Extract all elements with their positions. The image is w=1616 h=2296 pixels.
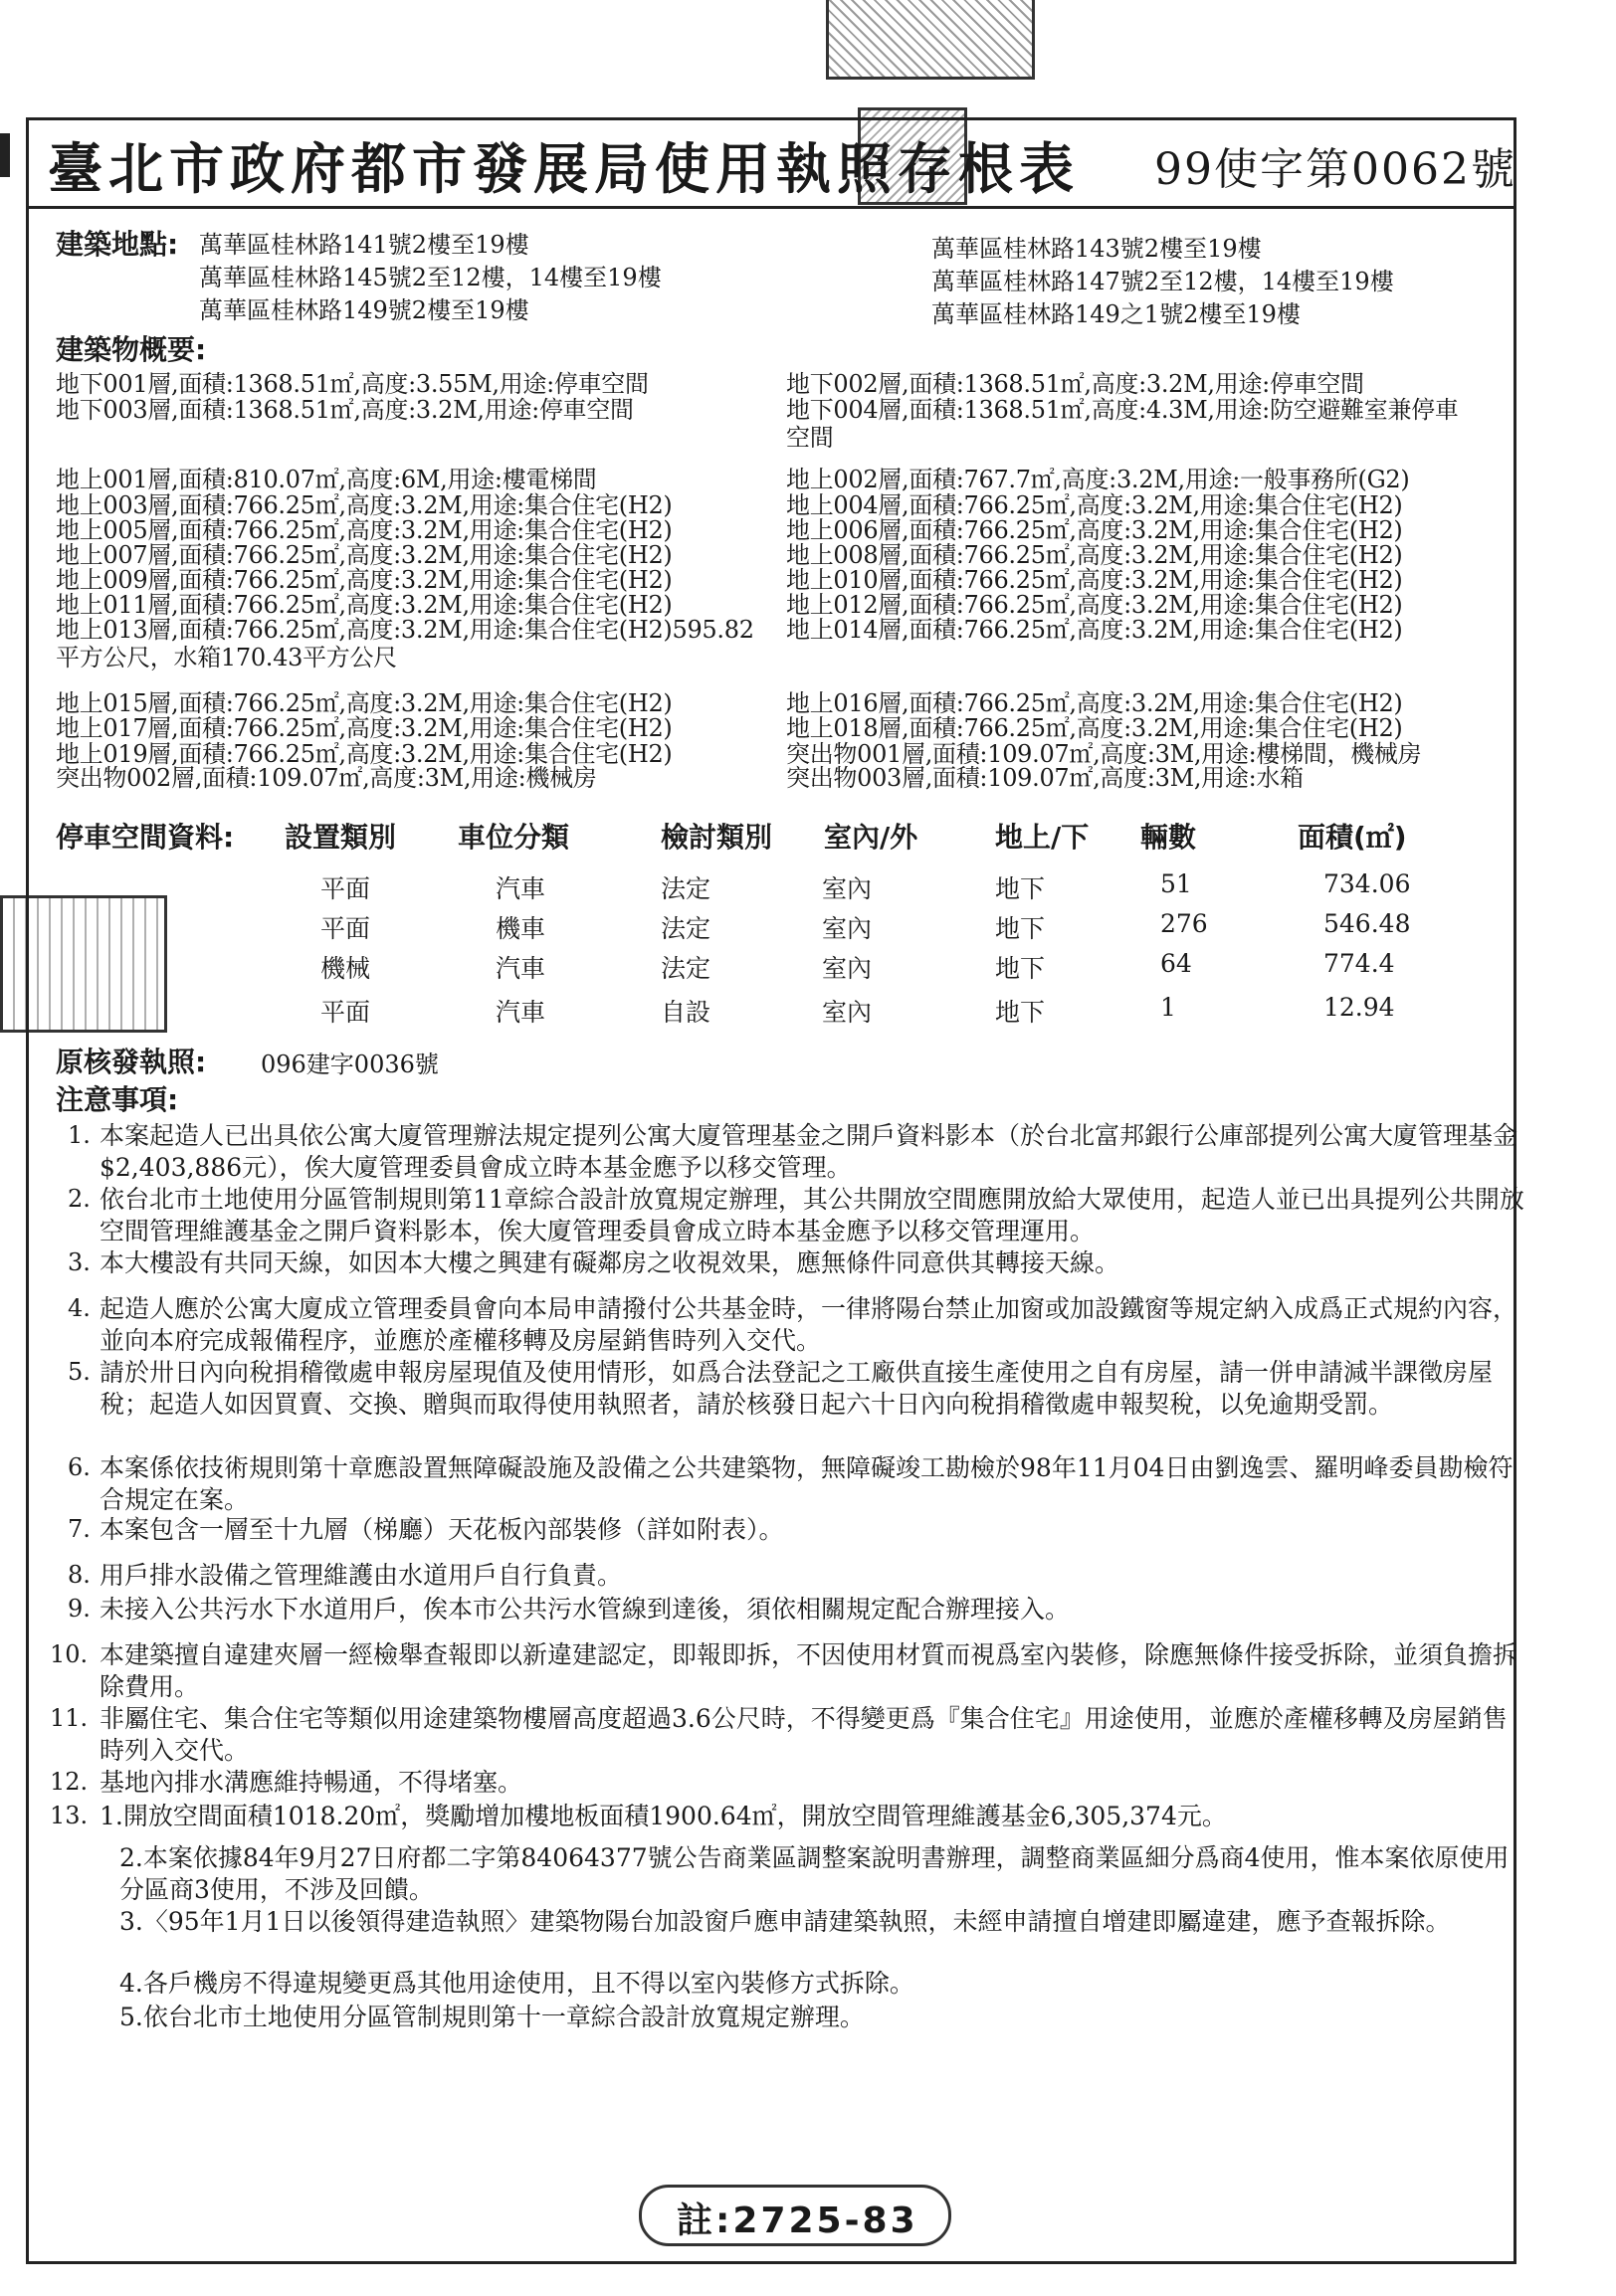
parking-cell: 汽車 — [496, 998, 546, 1027]
parking-cell: 774.4 — [1323, 949, 1395, 978]
address-line: 萬華區桂林路141號2樓至19樓 — [199, 231, 529, 259]
parking-cell: 地下 — [995, 954, 1046, 983]
floor-spec-right: 地下002層,面積:1368.51㎡,高度:3.2M,用途:停車空間 — [786, 370, 1364, 398]
floor-spec-left: 地上019層,面積:766.25㎡,高度:3.2M,用途:集合住宅(H2) — [56, 740, 673, 768]
floor-spec-left: 地上013層,面積:766.25㎡,高度:3.2M,用途:集合住宅(H2)595.82 — [56, 616, 754, 644]
parking-cell: 12.94 — [1323, 993, 1395, 1022]
parking-cell: 平面 — [320, 998, 371, 1027]
note-text: 起造人應於公寓大廈成立管理委員會向本局申請撥付公共基金時，一律將陽台禁止加窗或加設鐵窗等規定納入成爲正式規約內容，並向本府完成報備程序，並應於產權移轉及房屋銷售時列入交代。 — [100, 1294, 1518, 1355]
floor-spec-right: 地上012層,面積:766.25㎡,高度:3.2M,用途:集合住宅(H2) — [786, 591, 1403, 619]
note-text: 非屬住宅、集合住宅等類似用途建築物樓層高度超過3.6公尺時，不得變更爲『集合住宅』用途使用，並應於產權移轉及房屋銷售時列入交代。 — [100, 1704, 1508, 1765]
note-number: 13. — [50, 1802, 89, 1829]
note-number: 9. — [68, 1595, 91, 1623]
floor-spec-right: 地上018層,面積:766.25㎡,高度:3.2M,用途:集合住宅(H2) — [786, 714, 1403, 742]
note-text: 用戶排水設備之管理維護由水道用戶自行負責。 — [100, 1561, 623, 1590]
note-subitem: 5.依台北市土地使用分區管制規則第十一章綜合設計放寬規定辦理。 — [119, 2003, 865, 2031]
floor-spec-left: 地上007層,面積:766.25㎡,高度:3.2M,用途:集合住宅(H2) — [56, 541, 673, 569]
floor-spec-left: 地下003層,面積:1368.51㎡,高度:3.2M,用途:停車空間 — [56, 396, 634, 424]
parking-cell: 平面 — [320, 914, 371, 943]
floor-spec-right: 地上004層,面積:766.25㎡,高度:3.2M,用途:集合住宅(H2) — [786, 491, 1403, 519]
address-line: 萬華區桂林路147號2至12樓，14樓至19樓 — [931, 268, 1394, 295]
parking-cell: 室內 — [822, 874, 873, 903]
floor-spec-left: 地上009層,面積:766.25㎡,高度:3.2M,用途:集合住宅(H2) — [56, 566, 673, 594]
parking-cell: 平面 — [320, 874, 371, 903]
floor-spec-right: 地上006層,面積:766.25㎡,高度:3.2M,用途:集合住宅(H2) — [786, 516, 1403, 544]
parking-cell: 法定 — [661, 954, 711, 983]
parking-cell: 地下 — [995, 874, 1046, 903]
note-text: 本案起造人已出具依公寓大廈管理辦法規定提列公寓大廈管理基金之開戶資料影本（於台北富邦銀行公庫部提列公寓大廈管理基金$2,403,886元），俟大廈管理委員會成立時本基金應予以移交管理。 — [100, 1121, 1518, 1182]
parking-header-0: 設置類別 — [285, 821, 397, 854]
note-text: 未接入公共污水下水道用戶，俟本市公共污水管線到達後，須依相關規定配合辦理接入。 — [100, 1595, 1071, 1624]
address-line: 萬華區桂林路143號2樓至19樓 — [931, 235, 1262, 263]
parking-header-6: 面積(㎡) — [1298, 821, 1407, 854]
original-permit-value: 096建字0036號 — [261, 1051, 439, 1078]
parking-header-4: 地上/下 — [995, 821, 1090, 854]
scan-edge-mark — [0, 133, 10, 177]
note-number: 2. — [68, 1185, 91, 1213]
note-subitem: 3.〈95年1月1日以後領得建造執照〉建築物陽台加設窗戶應申請建築執照，未經申請擅自增建即屬違建，應予查報拆除。 — [119, 1907, 1451, 1936]
parking-header-5: 輛數 — [1140, 821, 1197, 854]
parking-cell: 法定 — [661, 914, 711, 943]
parking-header-3: 室內/外 — [824, 821, 918, 854]
note-text: 本案包含一層至十九層（梯廳）天花板內部裝修（詳如附表）。 — [100, 1515, 784, 1544]
parking-cell: 51 — [1160, 869, 1192, 898]
parking-cell: 地下 — [995, 998, 1046, 1027]
overview-label: 建築物概要: — [56, 333, 207, 366]
floor-spec-right: 地上014層,面積:766.25㎡,高度:3.2M,用途:集合住宅(H2) — [786, 616, 1403, 644]
parking-cell: 室內 — [822, 914, 873, 943]
floor-spec-left: 平方公尺，水箱170.43平方公尺 — [56, 644, 397, 671]
parking-cell: 室內 — [822, 998, 873, 1027]
floor-spec-right: 突出物003層,面積:109.07㎡,高度:3M,用途:水箱 — [786, 764, 1304, 792]
note-number: 6. — [68, 1453, 91, 1481]
floor-spec-left: 地上017層,面積:766.25㎡,高度:3.2M,用途:集合住宅(H2) — [56, 714, 673, 742]
note-number: 10. — [50, 1640, 89, 1668]
note-number: 5. — [68, 1358, 91, 1386]
floor-spec-right: 地上016層,面積:766.25㎡,高度:3.2M,用途:集合住宅(H2) — [786, 689, 1403, 717]
original-permit-label: 原核發執照: — [56, 1046, 207, 1078]
parking-cell: 機車 — [496, 914, 546, 943]
parking-cell: 734.06 — [1323, 869, 1411, 898]
parking-cell: 64 — [1160, 949, 1192, 978]
note-number: 3. — [68, 1248, 91, 1276]
parking-label: 停車空間資料: — [56, 821, 235, 854]
parking-cell: 自設 — [661, 998, 711, 1027]
address-label: 建築地點: — [56, 228, 179, 261]
floor-spec-right: 突出物001層,面積:109.07㎡,高度:3M,用途:樓梯間，機械房 — [786, 740, 1422, 768]
floor-spec-right: 地上010層,面積:766.25㎡,高度:3.2M,用途:集合住宅(H2) — [786, 566, 1403, 594]
parking-cell: 276 — [1160, 909, 1208, 938]
notes-label: 注意事項: — [56, 1083, 179, 1116]
parking-cell: 法定 — [661, 874, 711, 903]
floor-spec-left: 地上011層,面積:766.25㎡,高度:3.2M,用途:集合住宅(H2) — [56, 591, 673, 619]
floor-spec-right: 空間 — [786, 424, 834, 452]
note-number: 4. — [68, 1294, 91, 1322]
note-number: 8. — [68, 1561, 91, 1589]
parking-cell: 地下 — [995, 914, 1046, 943]
floor-spec-right: 地下004層,面積:1368.51㎡,高度:4.3M,用途:防空避難室兼停車 — [786, 396, 1459, 424]
note-text: 本大樓設有共同天線，如因本大樓之興建有礙鄰房之收視效果，應無條件同意供其轉接天線。 — [100, 1248, 1120, 1277]
note-text: 基地內排水溝應維持暢通，不得堵塞。 — [100, 1768, 523, 1797]
floor-spec-left: 地下001層,面積:1368.51㎡,高度:3.55M,用途:停車空間 — [56, 370, 649, 398]
floor-spec-left: 地上003層,面積:766.25㎡,高度:3.2M,用途:集合住宅(H2) — [56, 491, 673, 519]
file-number-stamp-text: 註:2725-83 — [677, 2200, 918, 2241]
parking-cell: 546.48 — [1323, 909, 1411, 938]
floor-spec-left: 地上015層,面積:766.25㎡,高度:3.2M,用途:集合住宅(H2) — [56, 689, 673, 717]
note-number: 1. — [68, 1121, 91, 1149]
official-seal-stamp-top — [826, 0, 1035, 80]
parking-cell: 室內 — [822, 954, 873, 983]
note-subitem: 2.本案依據84年9月27日府都二字第84064377號公告商業區調整案說明書辦理，調整商業區細分爲商4使用，惟本案依原使用分區商3使用，不涉及回饋。 — [119, 1843, 1510, 1904]
note-text: 請於卅日內向稅捐稽徵處申報房屋現值及使用情形，如爲合法登記之工廠供直接生產使用之自有房屋，請一併申請減半課徵房屋稅；起造人如因買賣、交換、贈與而取得使用執照者，請於核發日起六十日內向稅捐稽徵處申報契稅，以免逾期受罰。 — [100, 1358, 1494, 1419]
note-subitem: 4.各戶機房不得違規變更爲其他用途使用，且不得以室內裝修方式拆除。 — [119, 1969, 914, 1998]
note-number: 12. — [50, 1768, 89, 1796]
parking-cell: 1 — [1160, 993, 1176, 1022]
floor-spec-right: 地上008層,面積:766.25㎡,高度:3.2M,用途:集合住宅(H2) — [786, 541, 1403, 569]
parking-cell: 機械 — [320, 954, 371, 983]
parking-header-2: 檢討類別 — [661, 821, 773, 854]
floor-spec-left: 地上005層,面積:766.25㎡,高度:3.2M,用途:集合住宅(H2) — [56, 516, 673, 544]
note-number: 11. — [50, 1704, 89, 1732]
title-divider — [26, 206, 1516, 209]
document-title: 臺北市政府都市發展局使用執照存根表 — [48, 137, 1081, 201]
note-text: 1.開放空間面積1018.20㎡，獎勵增加樓地板面積1900.64㎡，開放空間管理維護基金6,305,374元。 — [100, 1802, 1227, 1830]
parking-cell: 汽車 — [496, 954, 546, 983]
permit-number: 99使字第0062號 — [1154, 144, 1516, 195]
note-text: 依台北市土地使用分區管制規則第11章綜合設計放寬規定辦理，其公共開放空間應開放給大眾使用，起造人並已出具提列公共開放空間管理維護基金之開戶資料影本，俟大廈管理委員會成立時本基金應予以移交管理運用。 — [100, 1185, 1524, 1245]
address-line: 萬華區桂林路149之1號2樓至19樓 — [931, 300, 1301, 328]
note-number: 7. — [68, 1515, 91, 1543]
note-text: 本案係依技術規則第十章應設置無障礙設施及設備之公共建築物，無障礙竣工勘檢於98年11月04日由劉逸雲、羅明峰委員勘檢符合規定在案。 — [100, 1453, 1514, 1514]
floor-spec-left: 突出物002層,面積:109.07㎡,高度:3M,用途:機械房 — [56, 764, 597, 792]
address-line: 萬華區桂林路145號2至12樓，14樓至19樓 — [199, 264, 662, 291]
parking-header-1: 車位分類 — [458, 821, 570, 854]
floor-spec-right: 地上002層,面積:767.7㎡,高度:3.2M,用途:一般事務所(G2) — [786, 466, 1410, 493]
parking-cell: 汽車 — [496, 874, 546, 903]
address-line: 萬華區桂林路149號2樓至19樓 — [199, 296, 529, 324]
note-text: 本建築擅自違建夾層一經檢舉查報即以新違建認定，即報即拆，不因使用材質而視爲室內裝修，除應無條件接受拆除，並須負擔拆除費用。 — [100, 1640, 1518, 1701]
floor-spec-left: 地上001層,面積:810.07㎡,高度:6M,用途:樓電梯間 — [56, 466, 597, 493]
